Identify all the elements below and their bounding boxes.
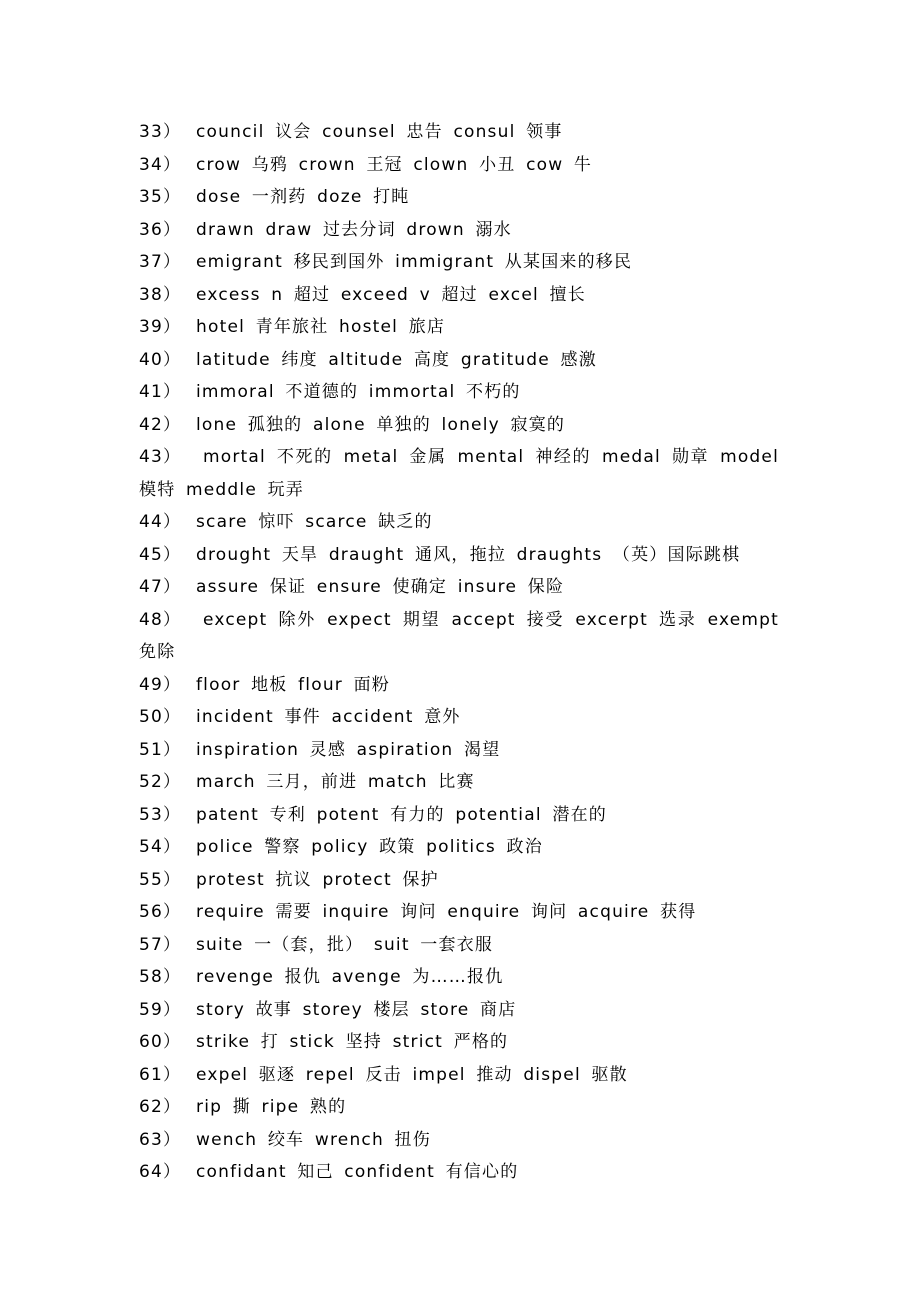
item-text: drought 天旱 draught 通风，拖拉 draughts （英）国际跳棋: [196, 544, 741, 565]
item-number: 55）: [139, 869, 182, 890]
item-number: 62）: [139, 1097, 182, 1117]
item-number: 53）: [139, 804, 182, 825]
list-item: [139, 961, 779, 994]
list-item: [139, 604, 779, 669]
item-number: 33）: [139, 122, 182, 142]
list-item: [139, 181, 779, 214]
list-item: [139, 831, 779, 864]
item-text: council 议会 counsel 忠告 consul 领事: [196, 122, 563, 142]
item-text: revenge 报仇 avenge 为……报仇: [196, 967, 504, 987]
item-text: assure 保证 ensure 使确定 insure 保险: [196, 577, 565, 597]
item-number: 61）: [139, 1064, 182, 1085]
item-number: 52）: [139, 772, 182, 792]
item-number: 41）: [139, 382, 182, 402]
list-item: [139, 376, 779, 409]
list-item: [139, 214, 779, 247]
list-item: [139, 279, 779, 312]
item-text: inspiration 灵感 aspiration 渴望: [196, 739, 501, 760]
item-number: 57）: [139, 934, 182, 955]
item-text: immoral 不道德的 immortal 不朽的: [196, 382, 521, 402]
item-text: expel 驱逐 repel 反击 impel 推动 dispel 驱散: [196, 1064, 628, 1085]
list-item: [139, 701, 779, 734]
item-number: 64）: [139, 1162, 182, 1182]
list-item: [139, 929, 779, 962]
item-text: police 警察 policy 政策 politics 政治: [196, 837, 543, 857]
list-item: [139, 766, 779, 799]
item-number: 63）: [139, 1129, 182, 1150]
list-item: [139, 506, 779, 539]
item-text: except 除外 expect 期望 accept 接受 excerpt 选录 exempt 免除: [139, 609, 779, 662]
item-text: rip 撕 ripe 熟的: [196, 1097, 347, 1117]
item-text: dose 一剂药 doze 打盹: [196, 187, 410, 207]
item-number: 36）: [139, 219, 182, 240]
item-number: 49）: [139, 674, 182, 695]
item-number: 58）: [139, 967, 182, 987]
item-number: 48）: [139, 609, 182, 630]
list-item: [139, 1124, 779, 1157]
item-number: 50）: [139, 707, 182, 727]
item-number: 34）: [139, 154, 182, 175]
list-item: [139, 1026, 779, 1059]
item-text: story 故事 storey 楼层 store 商店: [196, 999, 517, 1020]
item-text: strike 打 stick 坚持 strict 严格的: [196, 1032, 509, 1052]
item-text: patent 专利 potent 有力的 potential 潜在的: [196, 804, 607, 825]
list-item: [139, 311, 779, 344]
item-text: require 需要 inquire 询问 enquire 询问 acquire 获得: [196, 902, 697, 922]
list-item: [139, 441, 779, 506]
list-item: [139, 669, 779, 702]
item-number: 60）: [139, 1032, 182, 1052]
list-item: [139, 149, 779, 182]
item-text: confidant 知己 confident 有信心的: [196, 1162, 519, 1182]
item-text: march 三月，前进 match 比赛: [196, 772, 475, 792]
item-text: protest 抗议 protect 保护: [196, 869, 439, 890]
item-number: 35）: [139, 187, 182, 207]
item-text: emigrant 移民到国外 immigrant 从某国来的移民: [196, 252, 633, 272]
list-item: [139, 344, 779, 377]
item-number: 42）: [139, 414, 182, 435]
item-number: 54）: [139, 837, 182, 857]
item-text: latitude 纬度 altitude 高度 gratitude 感激: [196, 349, 597, 370]
item-number: 51）: [139, 739, 182, 760]
item-text: excess n 超过 exceed v 超过 excel 擅长: [196, 284, 586, 305]
item-number: 45）: [139, 544, 182, 565]
item-number: 43）: [139, 447, 182, 467]
item-text: mortal 不死的 metal 金属 mental 神经的 medal 勋章 model 模特 meddle 玩弄: [139, 447, 779, 500]
item-text: wench 绞车 wrench 扭伤: [196, 1129, 431, 1150]
list-item: [139, 864, 779, 897]
list-item: [139, 571, 779, 604]
list-item: [139, 734, 779, 767]
item-number: 38）: [139, 284, 182, 305]
item-number: 59）: [139, 999, 182, 1020]
item-text: lone 孤独的 alone 单独的 lonely 寂寞的: [196, 414, 566, 435]
item-text: incident 事件 accident 意外: [196, 707, 461, 727]
list-item: [139, 799, 779, 832]
item-text: floor 地板 flour 面粉: [196, 674, 390, 695]
item-text: suite 一（套，批） suit 一套衣服: [196, 934, 494, 955]
list-item: [139, 1059, 779, 1092]
list-item: [139, 116, 779, 149]
list-item: [139, 994, 779, 1027]
item-text: crow 乌鸦 crown 王冠 clown 小丑 cow 牛: [196, 154, 593, 175]
item-text: hotel 青年旅社 hostel 旅店: [196, 317, 446, 337]
list-item: [139, 409, 779, 442]
word-list: [139, 116, 779, 1189]
item-number: 56）: [139, 902, 182, 922]
item-number: 40）: [139, 349, 182, 370]
item-text: scare 惊吓 scarce 缺乏的: [196, 512, 433, 532]
item-text: drawn draw 过去分词 drown 溺水: [196, 219, 512, 240]
list-item: [139, 896, 779, 929]
list-item: [139, 539, 779, 572]
item-number: 47）: [139, 577, 182, 597]
list-item: [139, 1091, 779, 1124]
list-item: [139, 1156, 779, 1189]
item-number: 37）: [139, 252, 182, 272]
list-item: [139, 246, 779, 279]
item-number: 39）: [139, 317, 182, 337]
item-number: 44）: [139, 512, 182, 532]
